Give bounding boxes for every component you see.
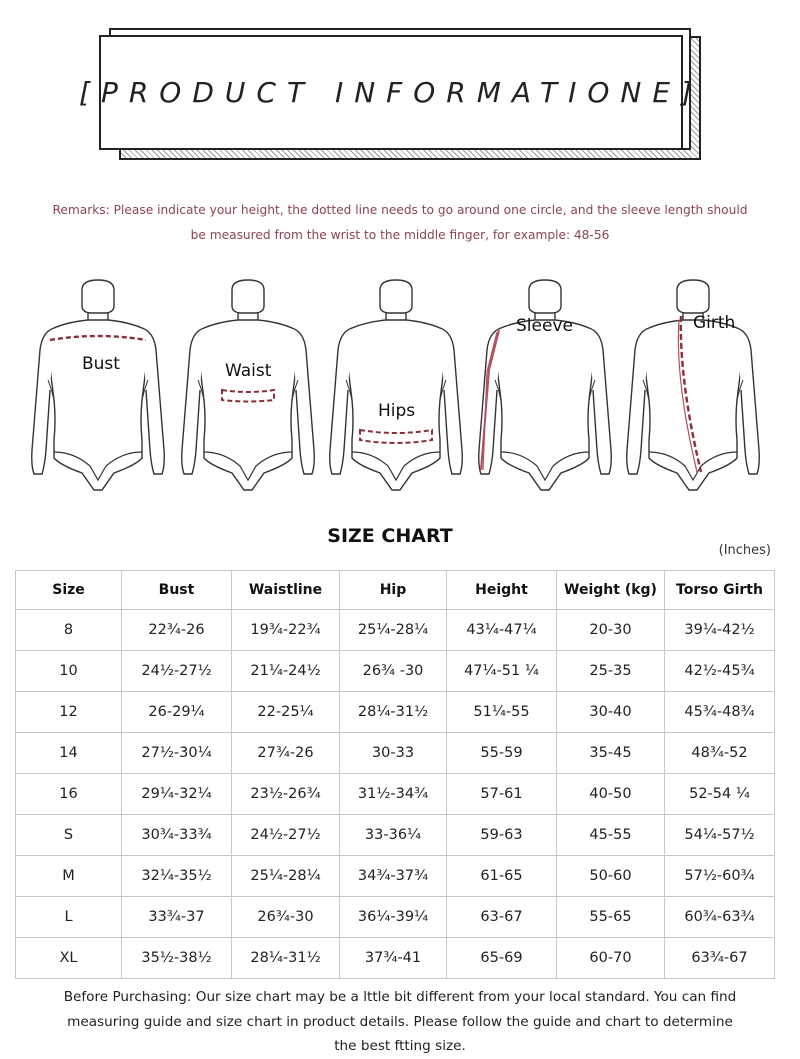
page-title: [PRODUCT INFORMATIONE] [79, 76, 703, 109]
table-cell: 29¼-32¼ [122, 774, 232, 815]
table-cell: 55-65 [557, 897, 665, 938]
table-cell: 16 [16, 774, 122, 815]
table-cell: 48¾-52 [665, 733, 775, 774]
table-row [16, 938, 775, 979]
table-cell: 28¼-31½ [232, 938, 340, 979]
table-cell: 26¾ -30 [340, 651, 447, 692]
table-cell: 25¼-28¼ [232, 856, 340, 897]
column-header: Size [16, 571, 122, 610]
table-row [16, 733, 775, 774]
table-cell: 12 [16, 692, 122, 733]
table-cell: 63-67 [447, 897, 557, 938]
table-row [16, 856, 775, 897]
table-cell: 57½-60¾ [665, 856, 775, 897]
table-cell: 25¼-28¼ [340, 610, 447, 651]
table-cell: 57-61 [447, 774, 557, 815]
table-header-row [16, 571, 775, 610]
purchase-note-line-1: Before Purchasing: Our size chart may be a lttle bit different from your local standard. You can find [63, 989, 737, 1005]
figure-waist [182, 280, 315, 490]
label-bust: Bust [82, 354, 120, 374]
table-cell: 30-33 [340, 733, 447, 774]
table-cell: 8 [16, 610, 122, 651]
figure-sleeve [479, 280, 612, 490]
label-waist: Waist [225, 361, 272, 381]
figure-girth [627, 280, 760, 490]
table-cell: 33¾-37 [122, 897, 232, 938]
table-cell: 36¼-39¼ [340, 897, 447, 938]
remarks-text [40, 198, 760, 248]
measurement-figures [0, 270, 800, 492]
table-cell: 23½-26¾ [232, 774, 340, 815]
table-cell: 32¼-35½ [122, 856, 232, 897]
table-cell: 63¾-67 [665, 938, 775, 979]
figure-bust [32, 280, 165, 490]
label-hips: Hips [378, 401, 416, 421]
table-cell: S [16, 815, 122, 856]
table-cell: 59-63 [447, 815, 557, 856]
table-cell: 25-35 [557, 651, 665, 692]
table-cell: 35½-38½ [122, 938, 232, 979]
table-cell: 55-59 [447, 733, 557, 774]
units-label: (Inches) [718, 543, 771, 558]
table-cell: 45-55 [557, 815, 665, 856]
table-cell: 22¾-26 [122, 610, 232, 651]
table-row [16, 774, 775, 815]
column-header: Height [447, 571, 557, 610]
purchase-note-line-2: measuring guide and size chart in product details. Please follow the guide and chart to determine [67, 1013, 733, 1030]
table-cell: 24½-27½ [232, 815, 340, 856]
table-cell: 26¾-30 [232, 897, 340, 938]
table-cell: 20-30 [557, 610, 665, 651]
table-cell: 31½-34¾ [340, 774, 447, 815]
size-table [15, 570, 775, 979]
table-cell: 34¾-37¾ [340, 856, 447, 897]
table-cell: M [16, 856, 122, 897]
table-row [16, 815, 775, 856]
table-cell: 24½-27½ [122, 651, 232, 692]
table-cell: 27½-30¼ [122, 733, 232, 774]
table-row [16, 610, 775, 651]
table-cell: 65-69 [447, 938, 557, 979]
column-header: Bust [122, 571, 232, 610]
remarks-line-2: be measured from the wrist to the middle finger, for example: 48-56 [190, 228, 610, 242]
title-banner [79, 24, 704, 164]
table-cell: 14 [16, 733, 122, 774]
column-header: Torso Girth [665, 571, 775, 610]
table-cell: 50-60 [557, 856, 665, 897]
table-cell: 30¾-33¾ [122, 815, 232, 856]
table-cell: 60¾-63¾ [665, 897, 775, 938]
purchase-note-line-3: the best ftting size. [334, 1038, 466, 1054]
table-cell: 33-36¼ [340, 815, 447, 856]
column-header: Hip [340, 571, 447, 610]
label-girth: Girth [693, 313, 736, 333]
figure-hips [330, 280, 463, 490]
table-row [16, 651, 775, 692]
table-cell: XL [16, 938, 122, 979]
table-cell: 39¼-42½ [665, 610, 775, 651]
table-cell: 60-70 [557, 938, 665, 979]
table-cell: 42½-45¾ [665, 651, 775, 692]
column-header: Weight (kg) [557, 571, 665, 610]
table-cell: 21¼-24½ [232, 651, 340, 692]
table-cell: 40-50 [557, 774, 665, 815]
measurement-illustrations [0, 270, 800, 492]
purchase-note [40, 985, 760, 1059]
table-cell: 52-54 ¼ [665, 774, 775, 815]
table-cell: 45¾-48¾ [665, 692, 775, 733]
table-cell: 19¾-22¾ [232, 610, 340, 651]
label-sleeve: Sleeve [516, 316, 573, 336]
size-chart-title: SIZE CHART [327, 525, 453, 547]
title-frame [79, 35, 703, 150]
remarks-line-1: Remarks: Please indicate your height, the dotted line needs to go around one circle, and the sleeve length should [52, 203, 748, 217]
table-cell: 35-45 [557, 733, 665, 774]
table-cell: 37¾-41 [340, 938, 447, 979]
table-cell: 54¼-57½ [665, 815, 775, 856]
column-header: Waistline [232, 571, 340, 610]
table-cell: 43¼-47¼ [447, 610, 557, 651]
table-row [16, 897, 775, 938]
table-cell: 27¾-26 [232, 733, 340, 774]
table-row [16, 692, 775, 733]
table-cell: 47¼-51 ¼ [447, 651, 557, 692]
table-cell: 30-40 [557, 692, 665, 733]
table-cell: L [16, 897, 122, 938]
table-cell: 51¼-55 [447, 692, 557, 733]
table-cell: 10 [16, 651, 122, 692]
table-cell: 61-65 [447, 856, 557, 897]
table-cell: 28¼-31½ [340, 692, 447, 733]
table-cell: 26-29¼ [122, 692, 232, 733]
table-cell: 22-25¼ [232, 692, 340, 733]
